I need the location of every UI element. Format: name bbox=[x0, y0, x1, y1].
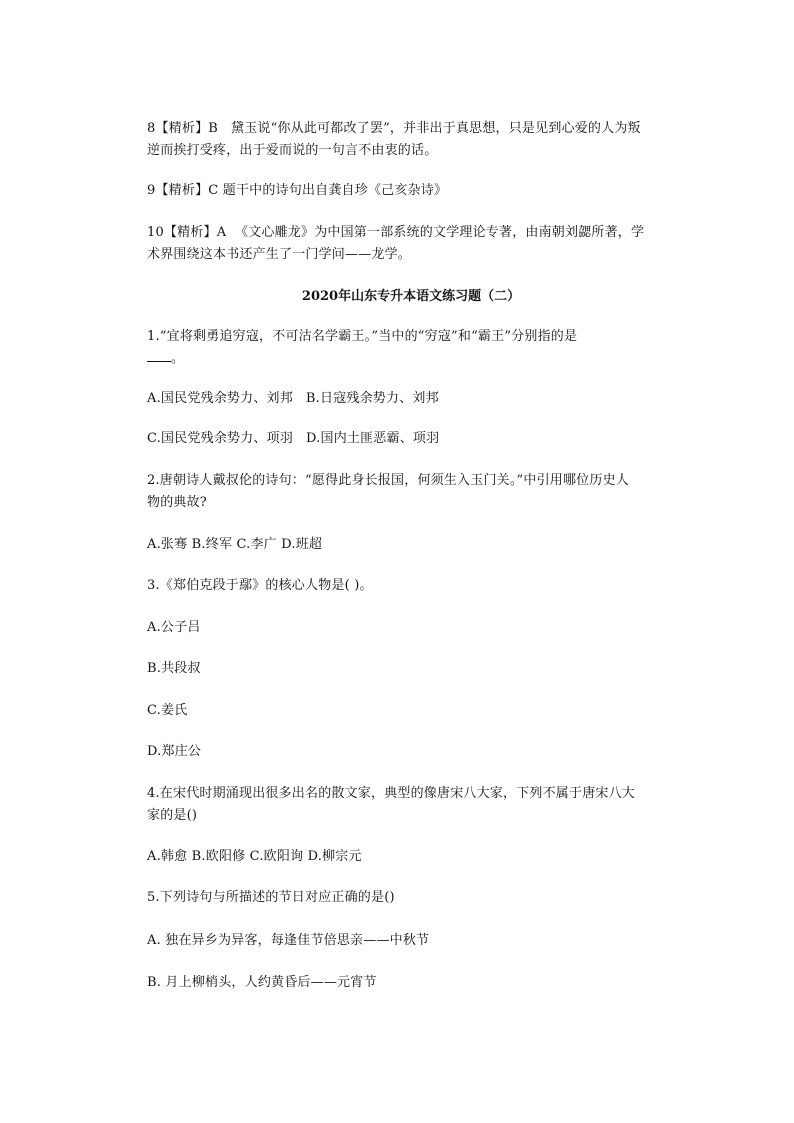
question-3-option-b: B.共段叔 bbox=[147, 661, 201, 676]
question-5-stem: 5.下列诗句与所描述的节日对应正确的是() bbox=[147, 890, 395, 905]
question-1-line-2 bbox=[147, 348, 675, 370]
question-2-options: A.张骞 B.终军 C.李广 D.班超 bbox=[147, 537, 323, 552]
answer-blank bbox=[147, 349, 171, 362]
answer-9: 9【精析】C 题干中的诗句出自龚自珍《己亥杂诗》 bbox=[147, 183, 448, 198]
question-1-options-2: C.国民党残余势力、项羽 D.国内土匪恶霸、项羽 bbox=[147, 431, 440, 446]
question-2-line-2: 物的典故? bbox=[147, 495, 207, 510]
answer-10-line-1: 10【精析】A 《文心雕龙》为中国第一部系统的文学理论专著，由南朝刘勰所著，学 bbox=[147, 225, 645, 240]
question-3-option-d: D.郑庄公 bbox=[147, 744, 202, 759]
question-3-stem: 3.《郑伯克段于鄢》的核心人物是( )。 bbox=[147, 578, 373, 593]
question-3-option-c: C.姜氏 bbox=[147, 703, 188, 718]
question-4-line-1: 4.在宋代时期涌现出很多出名的散文家，典型的像唐宋八大家，下列不属于唐宋八大 bbox=[147, 786, 636, 801]
question-3-option-a: A.公子吕 bbox=[147, 620, 201, 635]
question-4-options: A.韩愈 B.欧阳修 C.欧阳询 D.柳宗元 bbox=[147, 849, 362, 864]
answer-10-line-2: 术界围绕这本书还产生了一门学问——龙学。 bbox=[147, 247, 412, 262]
question-1-line-1: 1.“宜将剩勇追穷寇，不可沽名学霸王。”当中的“穷寇”和“霸王”分别指的是 bbox=[147, 329, 578, 344]
question-4-line-2: 家的是() bbox=[147, 808, 198, 823]
answer-8-line-2: 逆而挨打受疼，出于爱而说的一句言不由衷的话。 bbox=[147, 143, 438, 158]
question-1-options-1: A.国民党残余势力、刘邦 B.日寇残余势力、刘邦 bbox=[147, 391, 439, 406]
section-title: 2020年山东专升本语文练习题（二） bbox=[301, 289, 521, 304]
question-5-option-a: A. 独在异乡为异客，每逢佳节倍思亲——中秋节 bbox=[147, 933, 430, 948]
question-5-option-b: B. 月上柳梢头，人约黄昏后——元宵节 bbox=[147, 975, 377, 990]
question-1-suffix: 。 bbox=[171, 351, 185, 366]
question-2-line-1: 2.唐朝诗人戴叔伦的诗句：“愿得此身长报国，何须生入玉门关。”中引用哪位历史人 bbox=[147, 473, 629, 488]
answer-8-line-1: 8【精析】B 黛玉说“你从此可都改了罢”，并非出于真思想，只是见到心爱的人为叛 bbox=[147, 121, 641, 136]
